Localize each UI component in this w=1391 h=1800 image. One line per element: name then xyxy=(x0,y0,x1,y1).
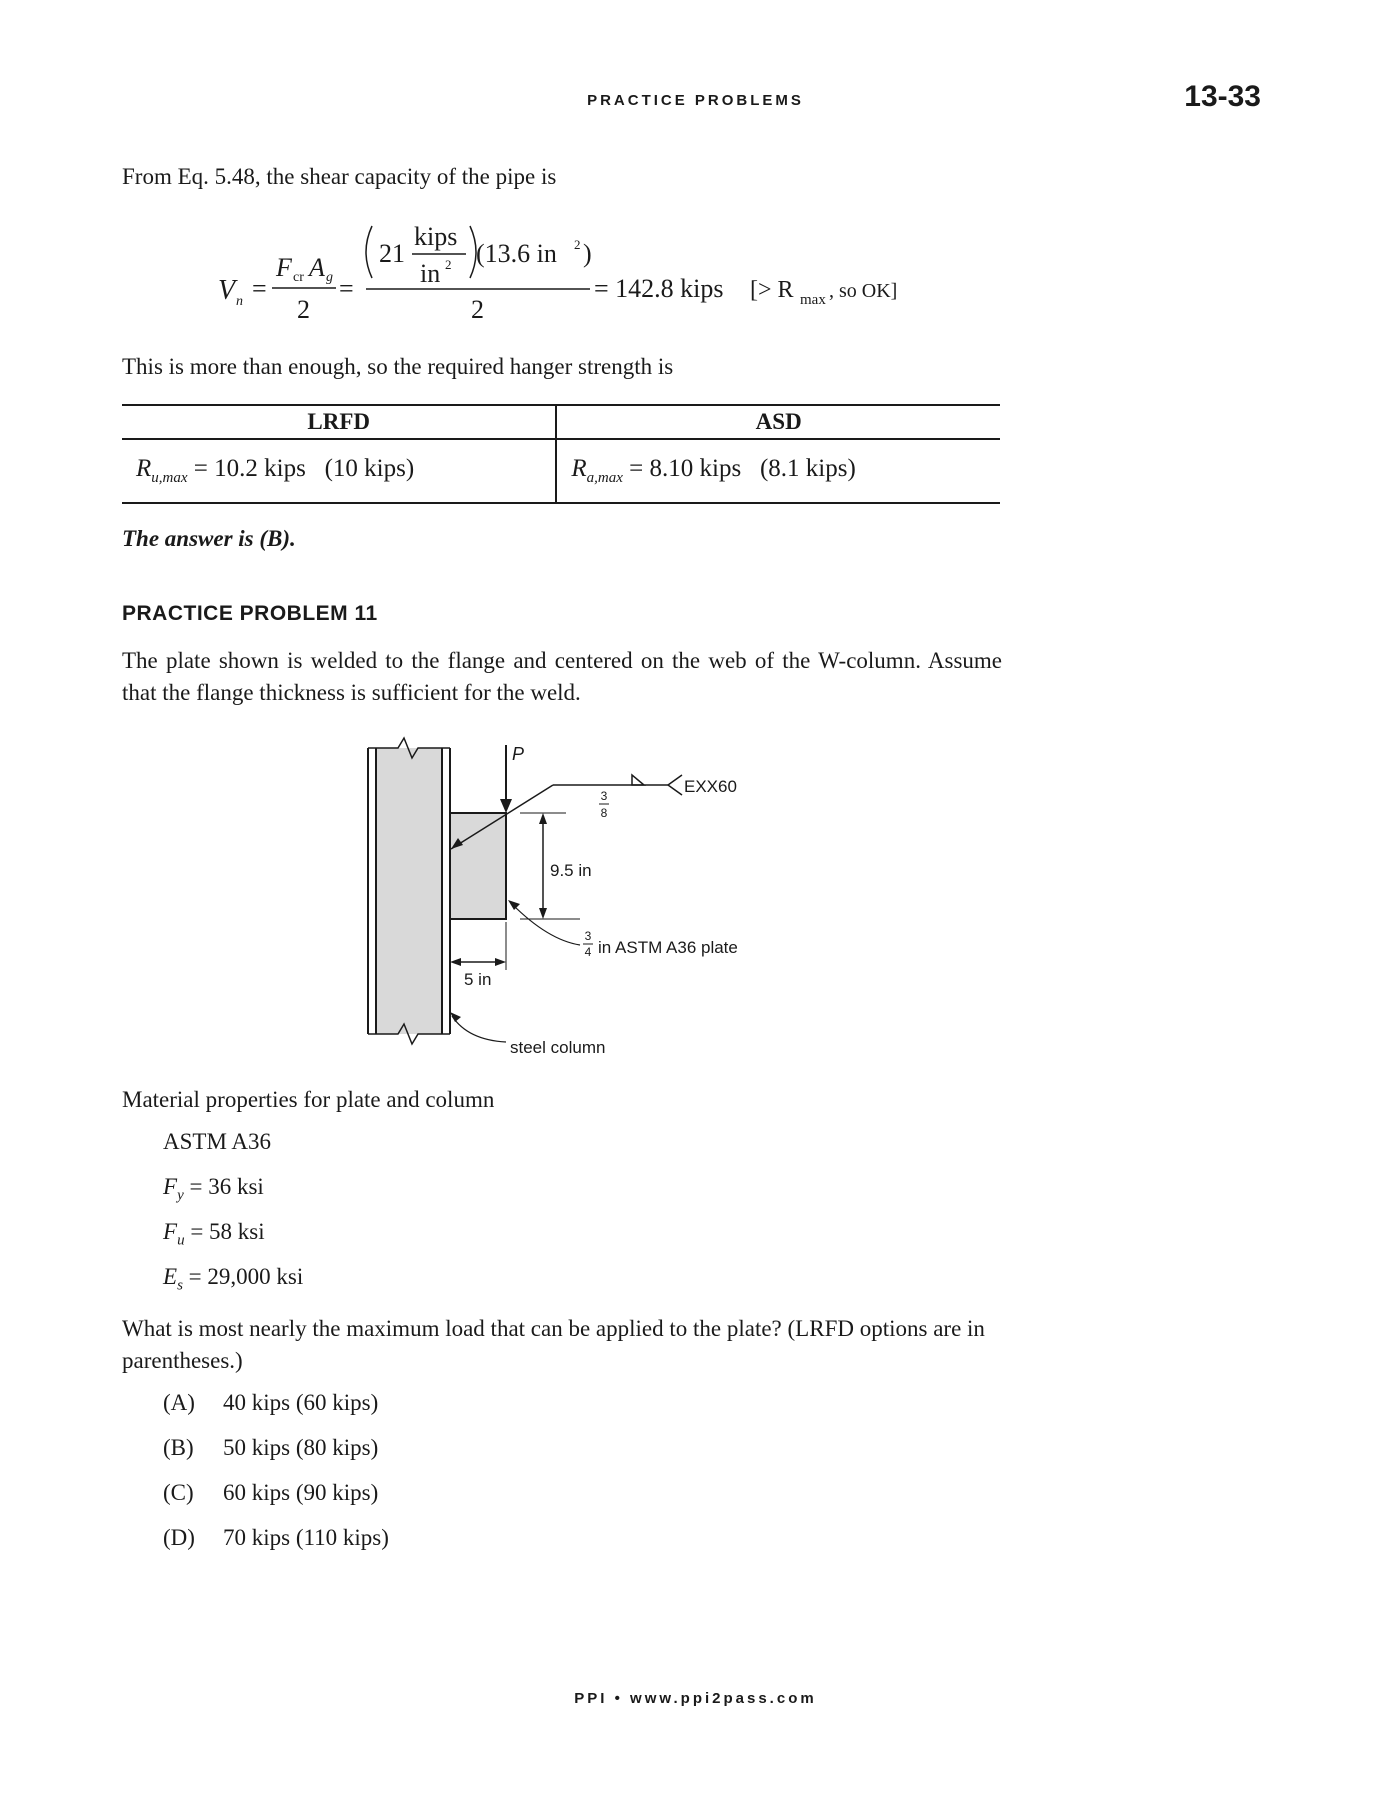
eq-area-close: ) xyxy=(583,239,592,268)
plate xyxy=(450,813,506,919)
asd-value: = 8.10 kips xyxy=(629,455,742,482)
page-number: 13-33 xyxy=(1184,80,1261,113)
asd-cell xyxy=(556,439,1000,503)
eq-lhs-sub: n xyxy=(236,294,243,309)
asd-sub: a,max xyxy=(586,470,623,486)
plate-thk-den: 4 xyxy=(584,945,592,959)
option-b-text: 50 kips (80 kips) xyxy=(223,1435,379,1460)
column-leader xyxy=(452,1016,506,1042)
problem-title: PRACTICE PROBLEM 11 xyxy=(122,602,378,625)
dim-width-arrow-right xyxy=(495,958,506,966)
eq-area: (13.6 in xyxy=(476,239,557,268)
plate-label: in ASTM A36 plate xyxy=(598,938,738,957)
eq-paren-left xyxy=(366,226,372,278)
fu-sub: u xyxy=(177,1232,185,1249)
lrfd-rounded: (10 kips) xyxy=(324,455,415,482)
load-arrowhead xyxy=(500,799,512,813)
problem-statement: The plate shown is welded to the flange and centered on the web of the W-column. Assume that the flange thickness is sufficient for the weld. xyxy=(122,648,1002,705)
eq-frac1-num-var: F xyxy=(276,253,292,282)
lrfd-sub: u,max xyxy=(151,470,188,486)
height-label: 9.5 in xyxy=(550,861,592,880)
option-c-text: 60 kips (90 kips) xyxy=(223,1480,379,1505)
table-header-lrfd: LRFD xyxy=(122,405,556,439)
fillet-weld-symbol xyxy=(632,775,644,785)
option-b-letter: (B) xyxy=(163,1435,194,1460)
column-label: steel column xyxy=(510,1038,606,1057)
running-header: PRACTICE PROBLEMS xyxy=(587,92,804,109)
asd-rounded: (8.1 kips) xyxy=(759,455,856,482)
plate-thk-num: 3 xyxy=(584,929,592,943)
eq-unit-exp: 2 xyxy=(445,257,452,272)
material-fy xyxy=(163,1174,264,1205)
weld-size-num: 3 xyxy=(600,789,608,803)
transition-text: This is more than enough, so the required hanger strength is xyxy=(122,354,674,379)
fu-var: F xyxy=(163,1219,178,1244)
width-label: 5 in xyxy=(464,970,492,989)
eq-frac1-num-sub1: cr xyxy=(293,270,304,285)
column-web xyxy=(376,748,442,1034)
option-c-letter: (C) xyxy=(163,1480,194,1505)
asd-var: R xyxy=(571,455,587,482)
eq-equals-1: = xyxy=(252,274,267,303)
option-d-text: 70 kips (110 kips) xyxy=(223,1525,389,1550)
fu-value: = 58 ksi xyxy=(190,1219,265,1244)
material-spec: ASTM A36 xyxy=(163,1129,271,1154)
lrfd-value: = 10.2 kips xyxy=(193,455,306,482)
es-sub: s xyxy=(177,1277,183,1294)
fy-value: = 36 ksi xyxy=(189,1174,264,1199)
page-footer: PPI • www.ppi2pass.com xyxy=(574,1690,817,1707)
eq-big-den: 2 xyxy=(471,295,484,324)
required-strength-table xyxy=(122,404,1000,504)
option-a-text: 40 kips (60 kips) xyxy=(223,1390,379,1415)
eq-frac1-den: 2 xyxy=(297,295,310,324)
intro-text: From Eq. 5.48, the shear capacity of the pipe is xyxy=(122,164,557,189)
material-es xyxy=(163,1264,303,1295)
column-leader-arrowhead xyxy=(450,1012,461,1022)
dim-width-arrow-left xyxy=(450,958,461,966)
lrfd-cell xyxy=(122,439,556,503)
eq-check-open: [> R xyxy=(750,277,794,303)
shear-capacity-equation xyxy=(0,210,1391,330)
table-header-asd: ASD xyxy=(556,405,1000,439)
eq-check-sub: max xyxy=(800,292,826,308)
material-fu xyxy=(163,1219,265,1250)
eq-lhs-var: V xyxy=(218,275,236,306)
eq-equals-2: = xyxy=(339,274,354,303)
es-value: = 29,000 ksi xyxy=(188,1264,304,1289)
weld-size-den: 8 xyxy=(600,806,608,820)
eq-coefficient: 21 xyxy=(379,239,405,268)
weld-label: EXX60 xyxy=(684,777,737,796)
load-label: P xyxy=(512,744,525,764)
dim-height-arrow-bottom xyxy=(539,908,547,919)
es-var: E xyxy=(163,1264,178,1289)
fy-var: F xyxy=(163,1174,178,1199)
dim-height-arrow-top xyxy=(539,813,547,824)
plate-column-figure xyxy=(0,728,1391,1068)
fy-sub: y xyxy=(177,1187,184,1204)
eq-unit-num: kips xyxy=(414,222,458,251)
option-a-letter: (A) xyxy=(163,1390,195,1415)
table-header-row xyxy=(122,405,1000,439)
answer-text: The answer is (B). xyxy=(122,526,296,551)
eq-area-exp: 2 xyxy=(574,237,581,252)
lrfd-var: R xyxy=(136,455,152,482)
plate-leader-arrowhead xyxy=(508,900,520,910)
weld-tail xyxy=(668,775,682,795)
option-d-letter: (D) xyxy=(163,1525,195,1550)
eq-frac1-num-var2: A xyxy=(309,253,325,282)
eq-unit-den: in xyxy=(420,259,441,288)
eq-result: = 142.8 kips xyxy=(594,274,724,303)
question-text: What is most nearly the maximum load that can be applied to the plate? (LRFD options are in parentheses.) xyxy=(122,1316,985,1373)
eq-frac1-num-sub2: g xyxy=(326,270,333,285)
table-row xyxy=(122,439,1000,503)
materials-intro: Material properties for plate and column xyxy=(122,1087,495,1112)
eq-check-close: , so OK] xyxy=(829,280,898,302)
